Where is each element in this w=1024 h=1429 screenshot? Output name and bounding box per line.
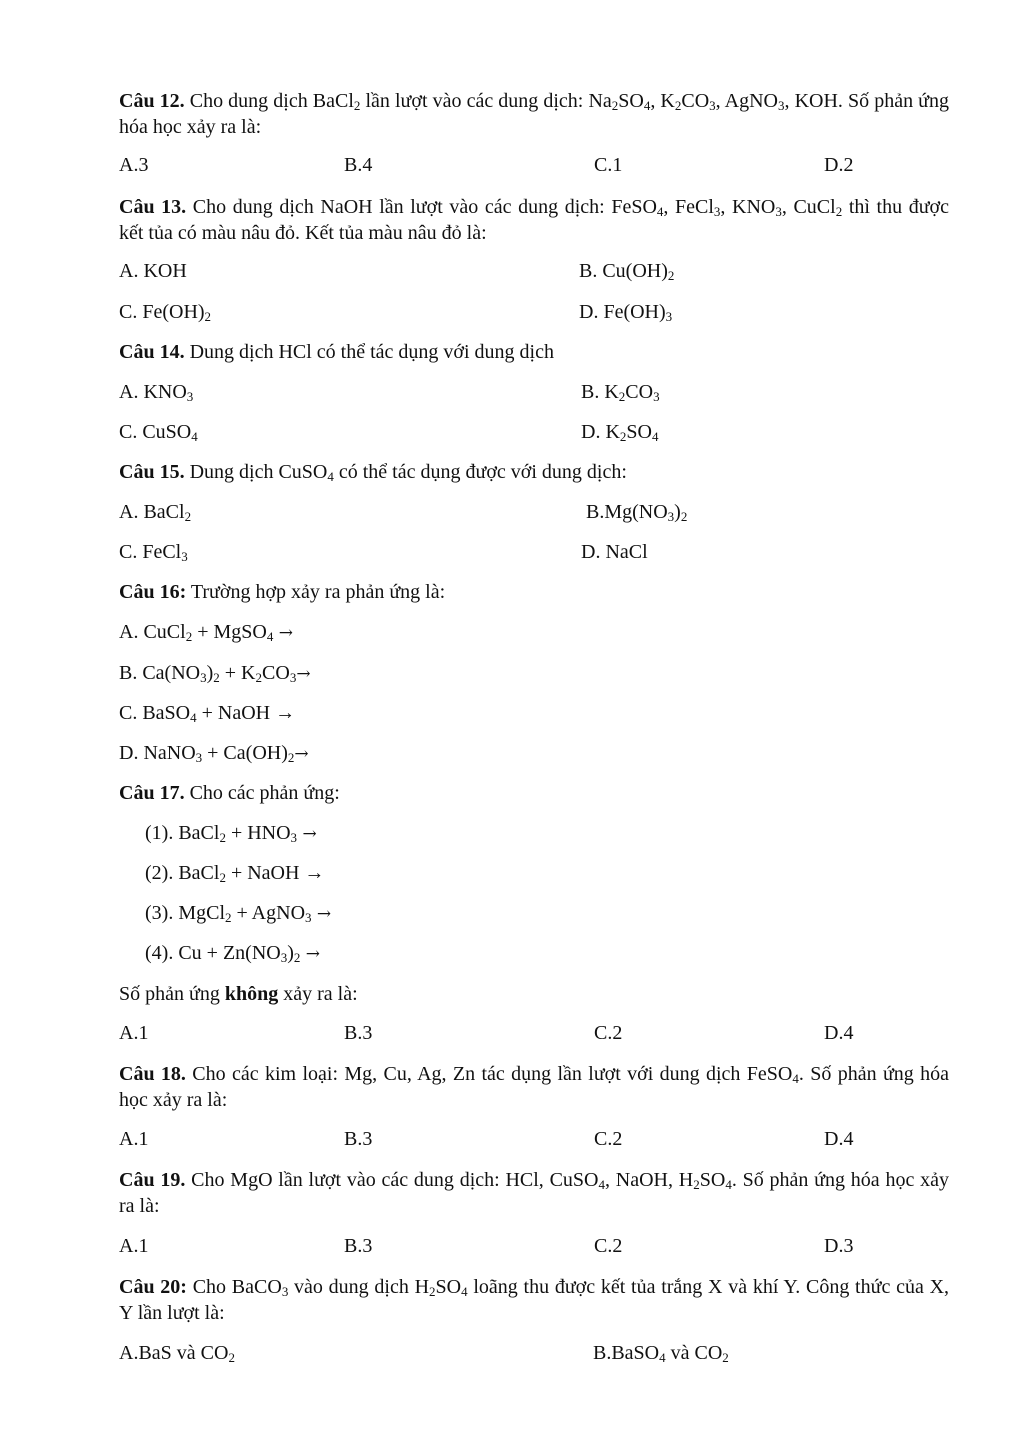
q13-option-a: A. KOH — [119, 260, 187, 282]
q13-option-b: B. $Cu(OH)_2$ — [579, 260, 675, 283]
q15-option-c: C. FeCl$_3$ — [119, 541, 188, 564]
q12-option-b: B.4 — [344, 154, 373, 176]
q13-option-d: D. $Fe(OH)_3$ — [579, 301, 673, 324]
q17-option-a: A.1 — [119, 1022, 149, 1044]
q17-reaction-3: (3). MgCl$_2$ + AgNO$_3$ → — [145, 902, 332, 925]
q16-option-c: C. BaSO$_4$ + NaOH → — [119, 702, 296, 725]
q14-option-c: C. CuSO$_4$ — [119, 421, 198, 444]
q12-option-a: A.3 — [119, 154, 149, 176]
q17-option-b: B.3 — [344, 1022, 373, 1044]
q17-option-d: D.4 — [824, 1022, 854, 1044]
question-17-stem: Câu 17. Cho các phản ứng: — [119, 782, 340, 804]
q18-option-c: C.2 — [594, 1128, 623, 1150]
q18-option-d: D.4 — [824, 1128, 854, 1150]
question-19-stem: Câu 19. Cho MgO lần lượt vào các dung dịch: HCl, CuSO$_4$, NaOH, $H_2SO_4$. Số phản ứng hóa học xảy ra là: — [119, 1169, 949, 1217]
q16-option-d: D. NaNO$_3$ + $Ca(OH)_2\to$ — [119, 742, 309, 765]
question-12-stem: Câu 12. Cho dung dịch BaCl$_2$ lần lượt vào các dung dịch: $Na_2SO_4$, $K_2CO_3$, AgNO$_3$, KOH. Số phản ứng hóa học xảy ra là: — [119, 90, 949, 138]
question-14-stem: Câu 14. Dung dịch HCl có thể tác dụng với dung dịch — [119, 341, 554, 363]
q16-option-b: B. $Ca(NO_3)_2 + K_2CO_3\to$ — [119, 662, 311, 685]
q14-option-b: B. $K_2CO_3$ — [581, 381, 660, 404]
q12-option-c: C.1 — [594, 154, 623, 176]
q19-option-b: B.3 — [344, 1235, 373, 1257]
question-20-stem: Câu 20: Cho BaCO$_3$ vào dung dịch $H_2SO_4$ loãng thu được kết tủa trắng X và khí Y. Công thức của X, Y lần lượt là: — [119, 1276, 950, 1324]
q14-option-d: D. $K_2SO_4$ — [581, 421, 659, 444]
q19-option-d: D.3 — [824, 1235, 854, 1257]
q13-option-c: C. $Fe(OH)_2$ — [119, 301, 212, 324]
q15-option-d: D. NaCl — [581, 541, 648, 563]
question-18-stem: Câu 18. Cho các kim loại: Mg, Cu, Ag, Zn tác dụng lần lượt với dung dịch FeSO$_4$. Số phản ứng hóa học xảy ra là: — [119, 1063, 950, 1111]
q19-option-a: A.1 — [119, 1235, 149, 1257]
q18-option-a: A.1 — [119, 1128, 149, 1150]
question-16-stem: Câu 16: Trường hợp xảy ra phản ứng là: — [119, 581, 446, 603]
q16-option-a: A. CuCl$_2$ + MgSO$_4$ → — [119, 621, 293, 644]
q15-option-b: $B.Mg(NO_3)_2$ — [586, 501, 688, 524]
q17-reaction-4: (4). $Cu + Zn(NO_3)_2$ → — [145, 942, 321, 965]
question-15-stem: Câu 15. Dung dịch CuSO$_4$ có thể tác dụng được với dung dịch: — [119, 461, 627, 484]
q17-prompt: Số phản ứng không xảy ra là: — [119, 983, 358, 1005]
q19-option-c: C.2 — [594, 1235, 623, 1257]
q20-option-b: B.BaSO$_4$ và $CO_2$ — [593, 1342, 729, 1365]
q17-option-c: C.2 — [594, 1022, 623, 1044]
q18-option-b: B.3 — [344, 1128, 373, 1150]
q17-reaction-2: (2). BaCl$_2$ + NaOH → — [145, 862, 325, 885]
q12-option-d: D.2 — [824, 154, 854, 176]
q20-option-a: A.BaS và $CO_2$ — [119, 1342, 235, 1365]
q14-option-a: A. $KNO_3$ — [119, 381, 194, 404]
q17-reaction-1: (1). BaCl$_2$ + $HNO_3$ → — [145, 822, 317, 845]
question-13-stem: Câu 13. Cho dung dịch NaOH lần lượt vào các dung dịch: FeSO$_4$, FeCl$_3$, $KNO_3$, CuCl$_2$ thì thu được kết tủa có màu nâu đỏ. Kết tủa màu nâu đỏ là: — [119, 196, 950, 244]
q15-option-a: A. BaCl$_2$ — [119, 501, 192, 524]
